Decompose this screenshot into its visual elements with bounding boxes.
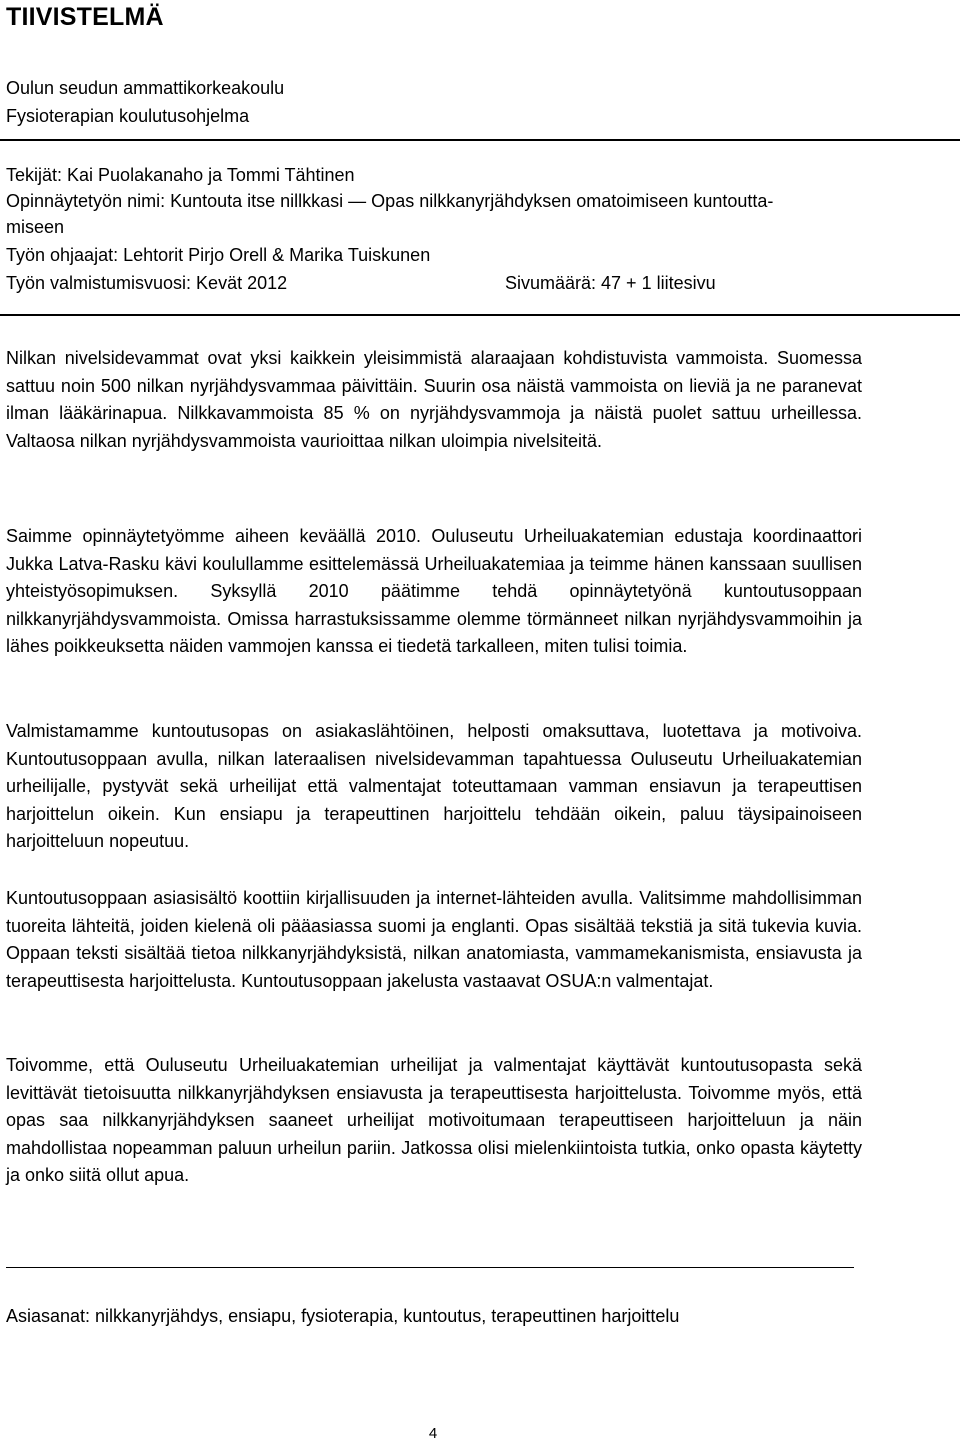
institution-name: Oulun seudun ammattikorkeakoulu (6, 78, 285, 98)
keywords-line: Asiasanat: nilkkanyrjähdys, ensiapu, fysioterapia, kuntoutus, terapeuttinen harjoittelu (6, 1306, 680, 1326)
authors-line: Tekijät: Kai Puolakanaho ja Tommi Tähtinen (6, 165, 355, 185)
supervisors-line: Työn ohjaajat: Lehtorit Pirjo Orell & Marika Tuiskunen (6, 245, 431, 265)
thesis-title-line: Opinnäytetyön nimi: Kuntouta itse nillkkasi — Opas nilkkanyrjähdyksen omatoimiseen kuntoutta- (6, 191, 774, 211)
header-divider (0, 139, 960, 141)
page-number: 4 (428, 1425, 438, 1442)
abstract-paragraph-4: Kuntoutusoppaan asiasisältö koottiin kirjallisuuden ja internet-lähteiden avulla. Valitsimme mahdollisimman tuoreita lähteitä, joiden kielenä oli pääasiassa suomi ja englanti. Opas sisältää tekstiä ja sitä tukevia kuvia. Oppaan teksti sisältää tietoa nilkkanyrjähdyksistä, nilkan anatomiasta, vammamekanismista, ensiavusta ja terapeuttisesta harjoittelusta. Kuntoutusoppaan jakelusta vastaavat OSUA:n valmentajat. (6, 888, 862, 991)
keywords-divider (6, 1267, 854, 1268)
abstract-paragraph-2: Saimme opinnäytetyömme aiheen keväällä 2010. Ouluseutu Urheiluakatemian edustaja koordinaattori Jukka Latva-Rasku kävi koulullamme esittelemässä Urheiluakatemiaa ja teimme hänen kanssaan suullisen yhteistyösopimuksen. Syksyllä 2010 päätimme tehdä opinnäytetyönä kuntoutusoppaan nilkkanyrjähdysvammoista. Omissa harrastuksissamme olemme törmänneet nilkan nyrjähdysvammoihin ja lähes poikkeuksetta näiden vammojen kanssa ei tiedetä tarkalleen, miten tulisi toimia. (6, 526, 862, 656)
thesis-title-continuation: miseen (6, 217, 65, 237)
abstract-paragraph-1: Nilkan nivelsidevammat ovat yksi kaikkein yleisimmistä alaraajaan kohdistuvista vammoista. Suomessa sattuu noin 500 nilkan nyrjähdysvammaa päivittäin. Suurin osa näistä vammoista on lieviä ja ne paranevat ilman lääkärinapua. Nilkkavammoista 85 % on nyrjähdysvammoja ja näistä puolet sattuu urheillessa. Valtaosa nilkan nyrjähdysvammoista vaurioittaa nilkan uloimpia nivelsiteitä. (6, 348, 862, 451)
page-count-line: Sivumäärä: 47 + 1 liitesivu (505, 273, 716, 293)
completion-year-line: Työn valmistumisvuosi: Kevät 2012 (6, 273, 288, 293)
abstract-paragraph-5: Toivomme, että Ouluseutu Urheiluakatemian urheilijat ja valmentajat käyttävät kuntoutusopasta sekä levittävät tietoisuutta nilkkanyrjähdyksen ensiavusta ja terapeuttisesta harjoittelusta. Toivomme myös, että opas saa nilkkanyrjähdyksen saaneet urheilijat motivoitumaan terapeuttiseen harjoitteluun ja näin mahdollistaa nopeamman paluun urheilun pariin. Jatkossa olisi mielenkiintoista tutkia, onko opasta käytetty ja onko siitä ollut apua. (6, 1055, 862, 1185)
program-name: Fysioterapian koulutusohjelma (6, 106, 250, 126)
meta-divider (0, 314, 960, 316)
abstract-paragraph-3: Valmistamamme kuntoutusopas on asiakaslähtöinen, helposti omaksuttava, luotettava ja motivoiva. Kuntoutusoppaan avulla, nilkan lateraalisen nivelsidevamman tapahtuessa Ouluseutu Urheiluakatemian urheilijalle, pystyvät sekä urheilijat että valmentajat toteuttamaan vamman ensiavun ja terapeuttisen harjoittelun oikein. Kun ensiapu ja terapeuttinen harjoittelu tehdään oikein, paluu täysipainoiseen harjoitteluun nopeutuu. (6, 721, 862, 851)
page-title: TIIVISTELMÄ (6, 3, 164, 31)
